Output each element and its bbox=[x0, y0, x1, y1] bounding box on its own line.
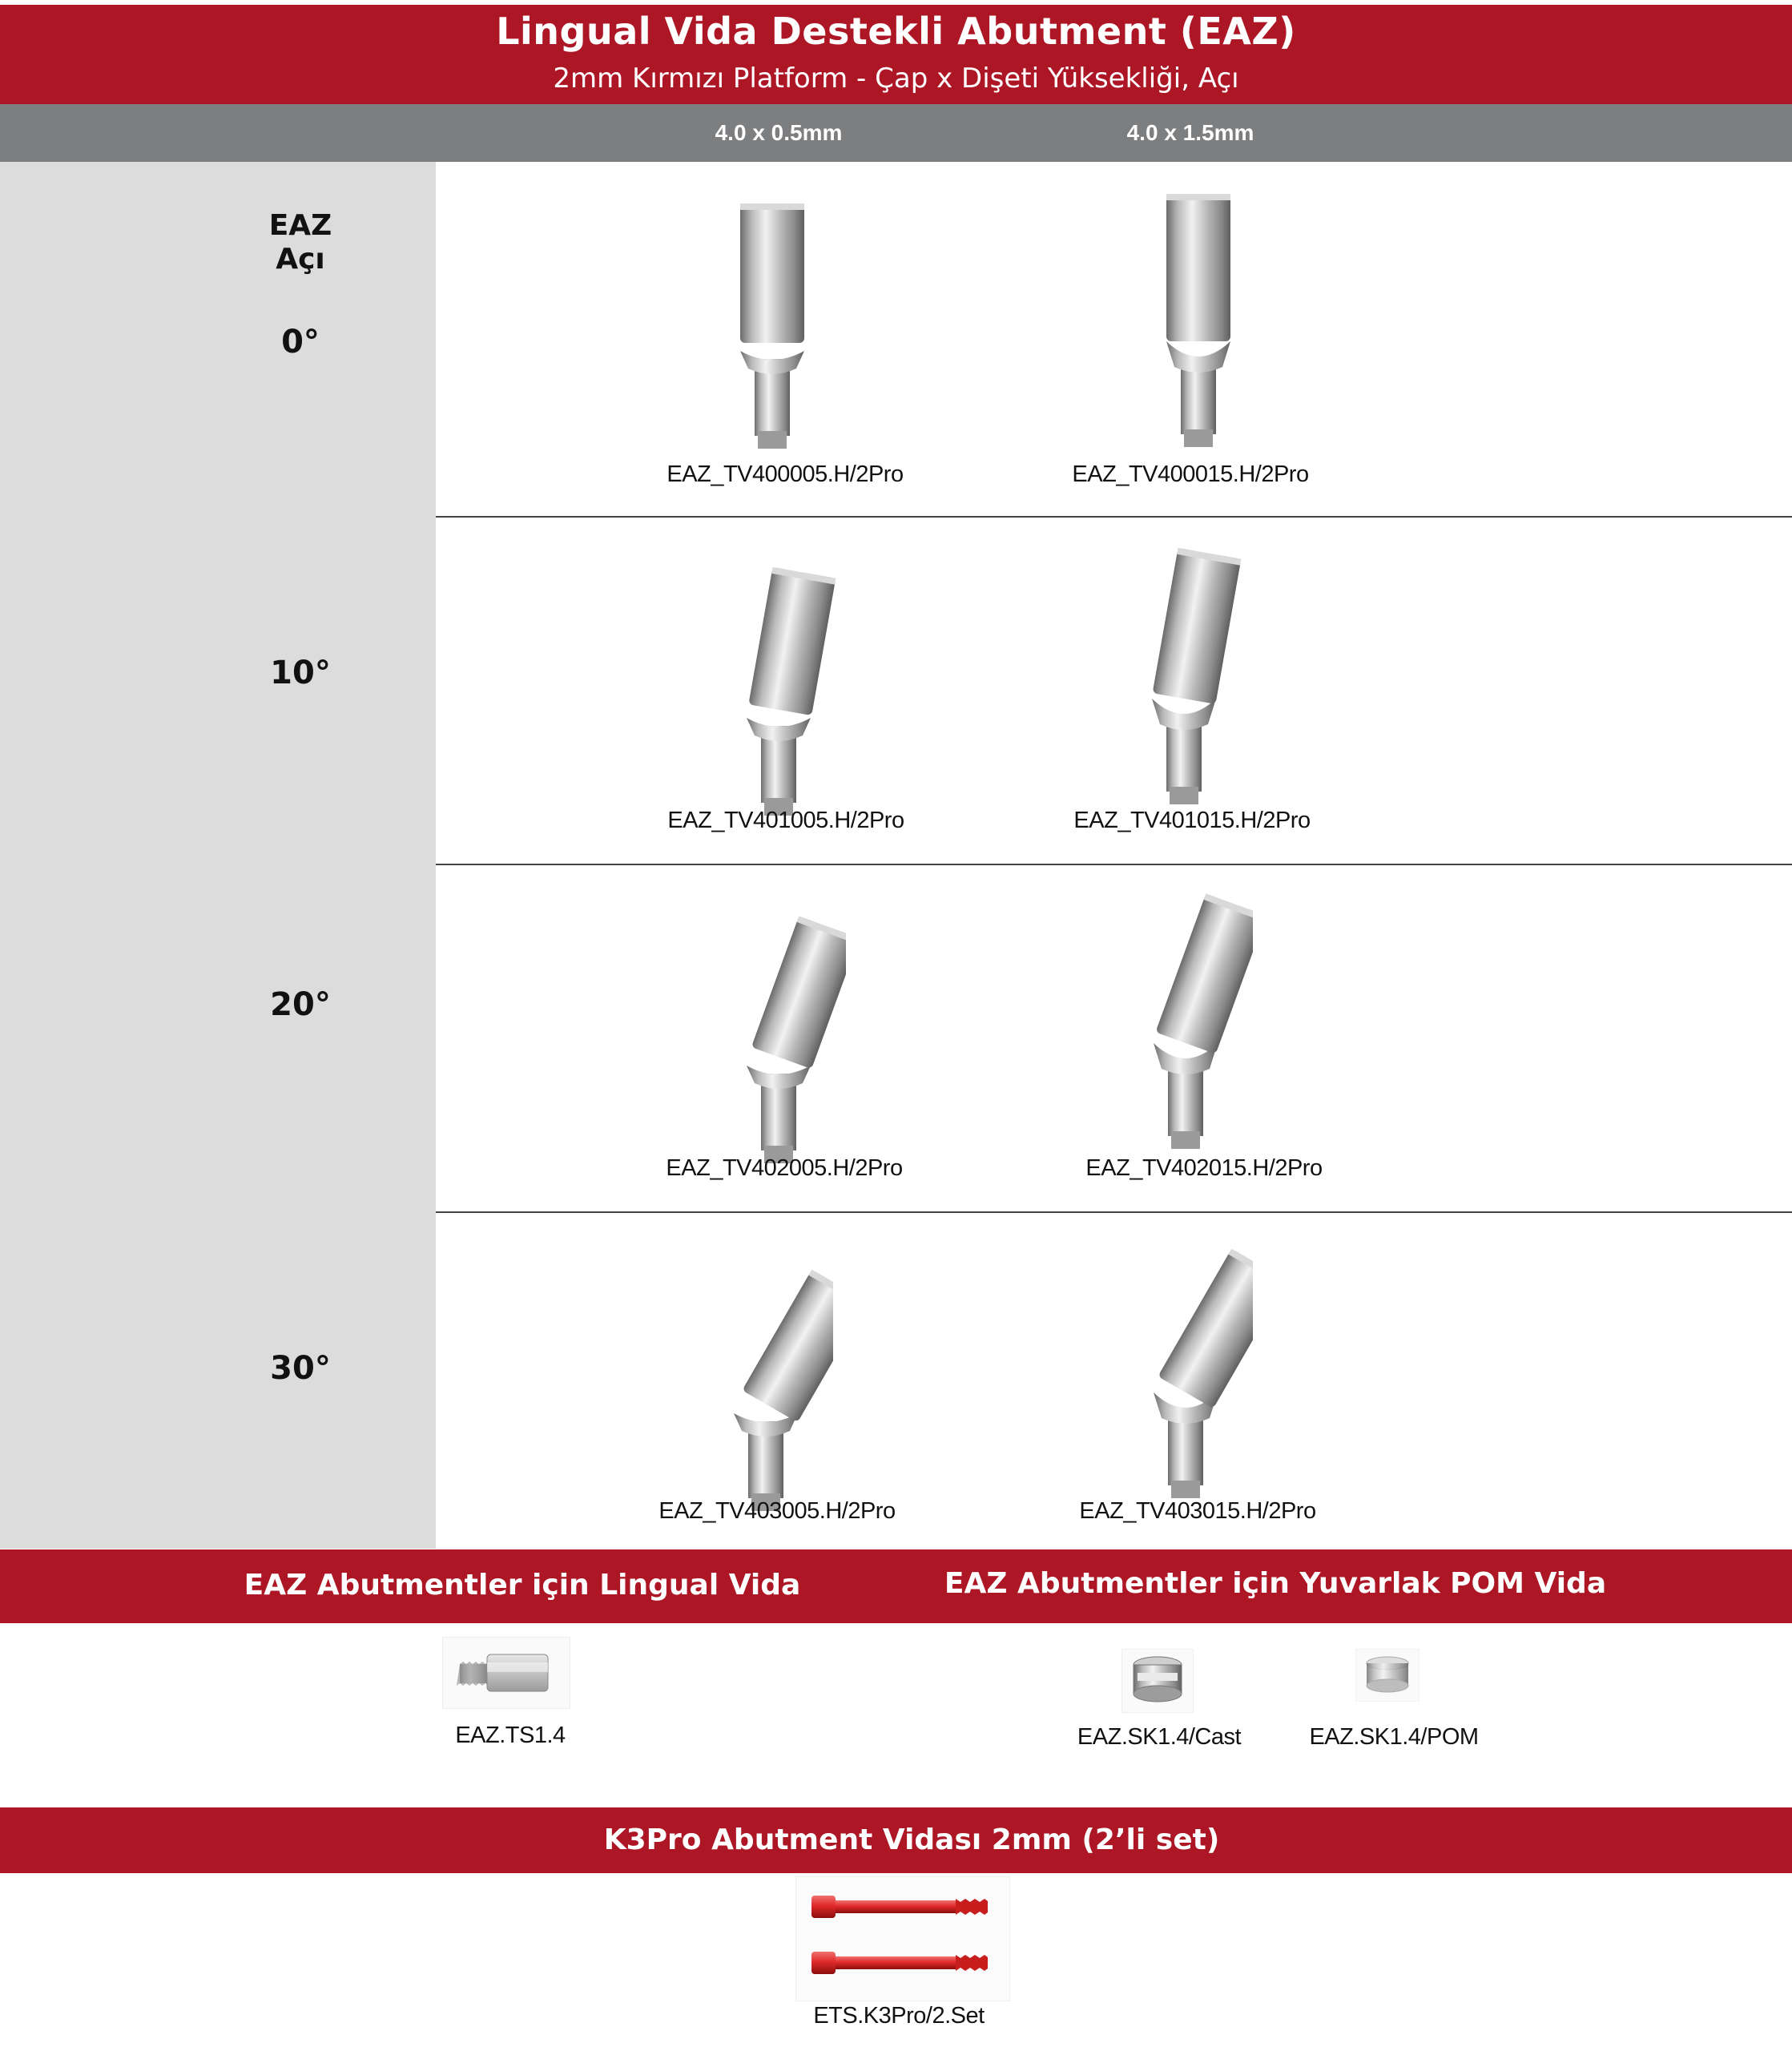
row-divider bbox=[436, 516, 1792, 518]
pom-screw-title: EAZ Abutmentler için Yuvarlak POM Vida bbox=[944, 1567, 1607, 1600]
product-code: EAZ_TV400015.H/2Pro bbox=[1072, 461, 1309, 487]
pom-screw-image bbox=[1355, 1649, 1420, 1702]
abutment-image bbox=[1133, 1240, 1253, 1505]
product-code: EAZ.TS1.4 bbox=[455, 1723, 566, 1748]
row-divider bbox=[436, 1211, 1792, 1213]
sidebar-group-label-line1: EAZ bbox=[268, 209, 332, 242]
product-code: EAZ_TV400005.H/2Pro bbox=[666, 461, 904, 487]
product-code: EAZ_TV402015.H/2Pro bbox=[1085, 1155, 1323, 1181]
angle-label-20: 20° bbox=[270, 986, 331, 1023]
product-code: EAZ_TV401005.H/2Pro bbox=[667, 808, 904, 833]
angle-sidebar bbox=[0, 162, 436, 1549]
product-code: EAZ_TV403005.H/2Pro bbox=[658, 1498, 896, 1524]
k3pro-section-band bbox=[0, 1807, 1792, 1873]
lingual-screw-title: EAZ Abutmentler için Lingual Vida bbox=[244, 1569, 801, 1602]
column-header-bar bbox=[0, 104, 1792, 162]
abutment-image bbox=[719, 191, 840, 455]
abutment-image bbox=[1133, 891, 1253, 1155]
page-title: Lingual Vida Destekli Abutment (EAZ) bbox=[496, 10, 1296, 53]
abutment-image bbox=[1131, 546, 1251, 811]
column-header-0: 4.0 x 0.5mm bbox=[715, 120, 843, 145]
sidebar-group-label-line2: Açı bbox=[276, 243, 325, 276]
angle-label-0: 0° bbox=[281, 324, 320, 361]
abutment-image bbox=[726, 905, 846, 1170]
k3pro-screw-set-image bbox=[795, 1876, 1010, 2001]
product-code: EAZ_TV403015.H/2Pro bbox=[1079, 1498, 1316, 1524]
k3pro-title: K3Pro Abutment Vidası 2mm (2’li set) bbox=[603, 1823, 1220, 1856]
page-subtitle: 2mm Kırmızı Platform - Çap x Dişeti Yüksekliği, Açı bbox=[553, 62, 1239, 95]
product-code: EAZ_TV402005.H/2Pro bbox=[666, 1155, 903, 1181]
abutment-image bbox=[713, 1253, 833, 1517]
product-code: EAZ.SK1.4/POM bbox=[1309, 1724, 1479, 1750]
column-header-1: 4.0 x 1.5mm bbox=[1126, 120, 1254, 145]
angle-label-30: 30° bbox=[270, 1350, 331, 1387]
title-band bbox=[0, 5, 1792, 104]
angle-label-10: 10° bbox=[270, 655, 331, 691]
lingual-screw-image bbox=[442, 1637, 570, 1709]
abutment-image bbox=[726, 558, 846, 822]
row-divider bbox=[436, 864, 1792, 865]
product-code: ETS.K3Pro/2.Set bbox=[813, 2003, 985, 2029]
abutment-image bbox=[1146, 189, 1266, 453]
product-code: EAZ.SK1.4/Cast bbox=[1077, 1724, 1242, 1750]
cast-screw-image bbox=[1122, 1649, 1194, 1713]
screws-section-band bbox=[0, 1549, 1792, 1623]
product-code: EAZ_TV401015.H/2Pro bbox=[1073, 808, 1311, 833]
